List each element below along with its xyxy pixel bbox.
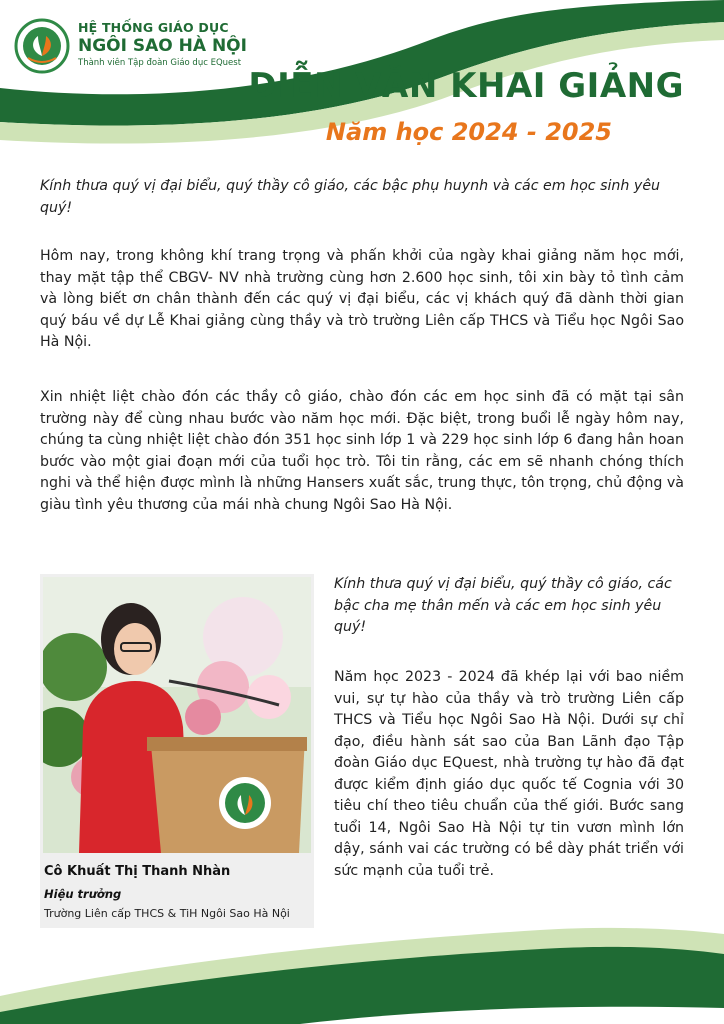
principal-photo <box>43 577 311 853</box>
school-logo <box>14 18 70 74</box>
footer-swoosh-decoration <box>0 900 724 1024</box>
body-paragraph-2: Xin nhiệt liệt chào đón các thầy cô giáo, chào đón các em học sinh đã có mặt tại sân trường này để cùng nhau bước vào năm học mới. Đặc biệt, trong buổi lễ ngày hôm nay, chúng ta cùng nhiệt liệt chào đón 351 học sinh lớp 1 và 229 học sinh lớp 6 đang hân hoan bước vào một giai đoạn mới của tuổi học trò. Tôi tin rằng, các em sẽ nhanh chóng thích nghi và thể hiện được mình là những Hansers xuất sắc, trung thực, tôn trọng, chủ động và giàu tình yêu thương của mái nhà chung Ngôi Sao Hà Nội. <box>40 389 684 513</box>
caption-name: Cô Khuất Thị Thanh Nhàn <box>44 864 231 879</box>
caption-role: Hiệu trưởng <box>44 887 122 901</box>
greeting-paragraph: Kính thưa quý vị đại biểu, quý thầy cô giáo, các bậc phụ huynh và các em học sinh yêu quý! <box>40 178 661 216</box>
body-paragraph-1: Hôm nay, trong không khí trang trọng và phấn khởi của ngày khai giảng năm học mới, thay mặt tập thể CBGV- NV nhà trường cùng hơn 2.600 học sinh, tôi xin bày tỏ tình cảm và lòng biết ơn chân thành đến các quý vị đại biểu, các vị khách quý đã dành thời gian quý báu về dự Lễ Khai giảng cùng thầy và trò trường Liên cấp THCS và Tiểu học Ngôi Sao Hà Nội. <box>40 248 684 350</box>
school-year: Năm học 2024 - 2025 <box>325 118 612 146</box>
caption-school: Trường Liên cấp THCS & TiH Ngôi Sao Hà Nội <box>44 907 290 920</box>
greeting-paragraph-2: Kính thưa quý vị đại biểu, quý thầy cô giáo, các bậc cha mẹ thân mến và các em học sinh yêu quý! <box>334 576 672 635</box>
org-school-name: NGÔI SAO HÀ NỘI <box>78 36 247 56</box>
org-subtitle: Thành viên Tập đoàn Giáo dục EQuest <box>78 58 242 68</box>
org-name: HỆ THỐNG GIÁO DỤC <box>78 20 229 35</box>
page-title: DIỄN VĂN KHAI GIẢNG <box>248 66 684 106</box>
body-paragraph-3: Năm học 2023 - 2024 đã khép lại với bao niềm vui, sự tự hào của thầy và trò trường Liên cấp THCS và Tiểu học Ngôi Sao Hà Nội. Dưới sự chỉ đạo, điều hành sát sao của Ban Lãnh đạo Tập đoàn Giáo dục EQuest, nhà trường tự hào đã đạt được kiểm định giáo dục quốc tế Cognia với 30 tiêu chí theo tiêu chuẩn của thế giới. Bước sang tuổi 14, Ngôi Sao Hà Nội tự tin vươn mình lớn dậy, sánh vai các trường có bề dày phát triển với sức mạnh của tuổi trẻ. <box>334 669 684 879</box>
